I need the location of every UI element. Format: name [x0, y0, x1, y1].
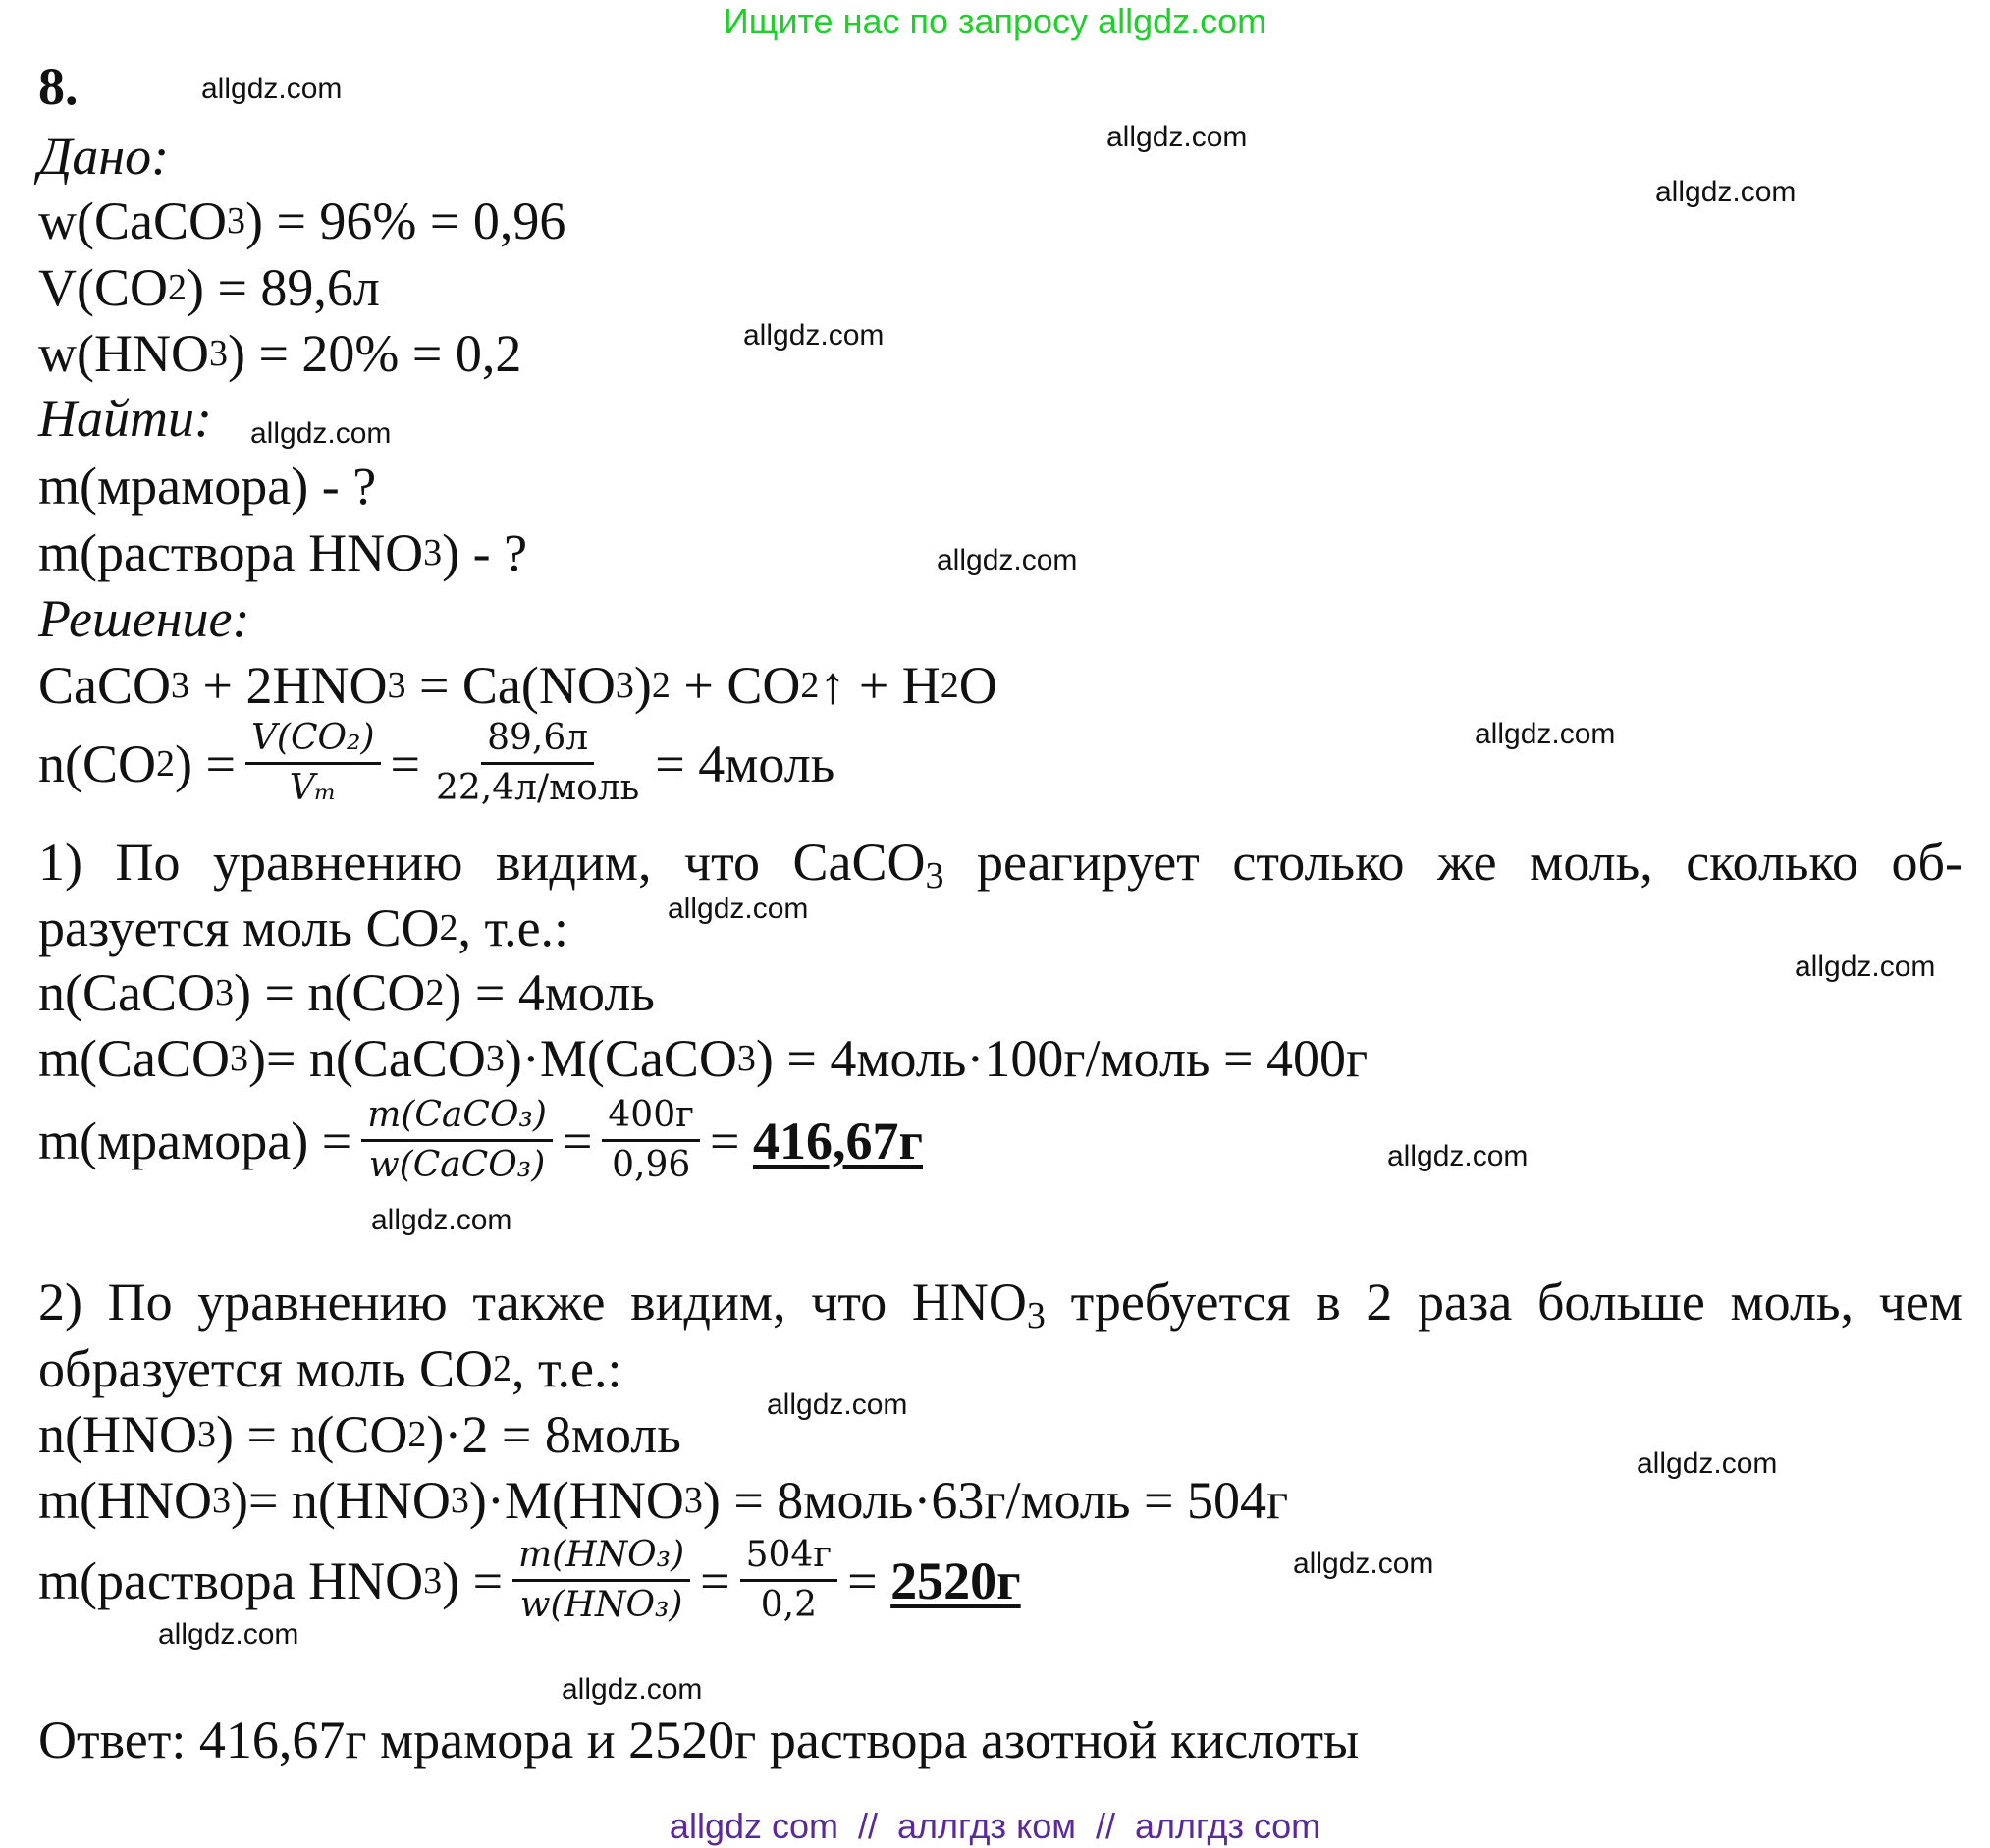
- watermark-text: allgdz.com: [1293, 1548, 1434, 1580]
- text-segment: 1) По уравнению видим, что CaCO: [38, 833, 926, 892]
- text-segment: =: [390, 734, 420, 793]
- text-segment: разуется моль CO: [38, 898, 440, 957]
- text-segment: ): [633, 656, 652, 715]
- watermark-text: allgdz.com: [158, 1618, 299, 1651]
- watermark-text: allgdz.com: [371, 1204, 512, 1236]
- text-line: m(CaCO 3 )= n(CaCO 3 )·M(CaCO 3 ) = 4моль·100г/моль = 400г: [38, 1025, 1368, 1092]
- text-line: m(раствора HNO 3 ) - ?: [38, 519, 527, 586]
- search-banner: Ищите нас по запросу allgdz.com: [723, 1, 1267, 41]
- text-line: m(раствора HNO 3 ) = $\frac{\text{m(HNO₃)}}{\text{w(HNO₃)}}$ = $\frac{504г}{0,2}$ = 2520г: [38, 1532, 1021, 1629]
- text-segment: ) = n(CO: [215, 1405, 408, 1464]
- text-segment: ) = 20% = 0,2: [227, 324, 522, 383]
- text-segment: n(HNO: [38, 1405, 197, 1464]
- text-line: w(CaCO 3 ) = 96% = 0,96: [38, 188, 565, 254]
- watermark-text: allgdz.com: [1475, 718, 1616, 750]
- denominator: Vₘ: [289, 768, 337, 808]
- text-segment: V(CO: [38, 258, 168, 317]
- text-line: разуется моль CO 2 , т.е.:: [38, 895, 568, 961]
- text-line: [38, 829, 1963, 896]
- text-segment: Ответ: 416,67г мрамора и 2520г раствора азотной кислоты: [38, 1711, 1360, 1769]
- text-segment: )·M(HNO: [468, 1471, 684, 1530]
- watermark-text: allgdz.com: [1637, 1447, 1778, 1480]
- text-segment: )= n(CaCO: [248, 1029, 486, 1088]
- subscript: 3: [1026, 1295, 1046, 1336]
- text-segment: m(HNO: [38, 1471, 212, 1530]
- text-segment: m(раствора HNO: [38, 523, 424, 582]
- text-segment: )·M(CaCO: [504, 1029, 737, 1088]
- numerator: 504г: [740, 1532, 838, 1582]
- text-segment: 8.: [38, 57, 79, 116]
- answer-value: 416,67г: [752, 1111, 923, 1170]
- fraction: [740, 1532, 838, 1629]
- watermark-text: allgdz.com: [201, 73, 343, 105]
- denominator: 22,4л/моль: [435, 768, 640, 808]
- text-segment: m(мрамора) =: [38, 1111, 352, 1170]
- fraction: [602, 1092, 700, 1189]
- fraction: [245, 715, 381, 812]
- text-line: n(CaCO 3 ) = n(CO 2 ) = 4моль: [38, 959, 655, 1026]
- text-segment: ) = 96% = 0,96: [244, 191, 566, 250]
- denominator: w(HNO₃): [519, 1585, 683, 1625]
- text-segment: =: [847, 1550, 891, 1610]
- watermark-text: allgdz.com: [562, 1673, 703, 1706]
- text-segment: + 2HNO: [189, 656, 388, 715]
- text-segment: n(CaCO: [38, 963, 215, 1022]
- text-segment: ) = 89,6л: [187, 258, 380, 317]
- text-segment: m(CaCO: [38, 1029, 230, 1088]
- text-line: [38, 53, 79, 120]
- fraction: [361, 1092, 553, 1189]
- text-segment: = Ca(NO: [405, 656, 616, 715]
- numerator: m(HNO₃): [512, 1532, 690, 1582]
- text-segment: Дано:: [38, 127, 170, 186]
- text-segment: O: [958, 656, 997, 715]
- text-line: [38, 123, 169, 190]
- text-segment: w(CaCO: [38, 191, 227, 250]
- text-segment: ) - ?: [442, 523, 528, 582]
- text-line: V(CO 2 ) = 89,6л: [38, 254, 380, 321]
- text-segment: 2) По уравнению также видим, что HNO: [38, 1273, 1027, 1332]
- text-line: n(HNO 3 ) = n(CO 2 )·2 = 8моль: [38, 1401, 681, 1468]
- text-segment: ) =: [175, 734, 236, 793]
- text-segment: ) =: [442, 1550, 504, 1610]
- text-segment: )= n(HNO: [230, 1471, 451, 1530]
- denominator: 0,2: [760, 1585, 818, 1625]
- watermark-text: allgdz.com: [1387, 1140, 1529, 1172]
- text-segment: ) = 4моль·100г/моль = 400г: [755, 1029, 1369, 1088]
- text-segment: ) = 8моль·63г/моль = 504г: [702, 1471, 1289, 1530]
- text-line: [38, 385, 212, 452]
- text-line: n(CO 2 ) = $\frac{\text{V(CO₂)}}{\text{Vₘ}}$ = $\frac{89,6л}{\text{22,4л/моль}}$ = 4моль: [38, 715, 834, 812]
- denominator: 0,96: [612, 1145, 691, 1185]
- footer-banner: allgdz com // аллгдз ком // аллгдз com: [669, 1806, 1321, 1846]
- text-segment: w(HNO: [38, 324, 209, 383]
- text-segment: , т.е.:: [457, 898, 569, 957]
- numerator: 89,6л: [481, 715, 594, 765]
- watermark-text: allgdz.com: [1106, 121, 1248, 153]
- text-segment: требуется в 2 раза больше моль, чем: [1045, 1273, 1963, 1332]
- fraction: [512, 1532, 690, 1629]
- text-segment: = 4моль: [655, 734, 835, 793]
- text-segment: =: [709, 1111, 753, 1170]
- text-line: w(HNO 3 ) = 20% = 0,2: [38, 320, 521, 387]
- text-line: [38, 1269, 1963, 1335]
- watermark-text: allgdz.com: [767, 1388, 908, 1421]
- text-segment: ↑ + H: [819, 656, 941, 715]
- numerator: m(CaCO₃): [361, 1092, 553, 1142]
- text-segment: ) = n(CO: [233, 963, 426, 1022]
- watermark-text: allgdz.com: [937, 544, 1078, 576]
- text-segment: образуется моль CO: [38, 1339, 494, 1398]
- text-segment: Решение:: [38, 589, 250, 648]
- text-line: m(HNO 3 )= n(HNO 3 )·M(HNO 3 ) = 8моль·63г/моль = 504г: [38, 1467, 1288, 1534]
- numerator: 400г: [602, 1092, 700, 1142]
- text-segment: n(CO: [38, 734, 156, 793]
- text-line: [38, 1092, 923, 1189]
- text-line: [38, 1707, 1359, 1773]
- text-segment: реагирует столько же моль, сколько об-: [943, 833, 1963, 892]
- numerator: V(CO₂): [245, 715, 381, 765]
- watermark-text: allgdz.com: [250, 417, 392, 450]
- text-segment: Найти:: [38, 389, 212, 448]
- text-segment: ) = 4моль: [444, 963, 655, 1022]
- text-segment: m(мрамора) - ?: [38, 457, 377, 516]
- text-segment: CaCO: [38, 656, 171, 715]
- fraction: [430, 715, 645, 812]
- text-segment: , т.е.:: [511, 1339, 622, 1398]
- subscript: 3: [925, 855, 944, 897]
- text-segment: =: [562, 1111, 593, 1170]
- text-line: CaCO 3 + 2HNO 3 = Ca(NO 3 ) 2 + CO 2 ↑ + H 2 O: [38, 652, 997, 719]
- answer-value: 2520г: [890, 1550, 1021, 1610]
- denominator: w(CaCO₃): [368, 1145, 546, 1185]
- text-segment: =: [700, 1550, 730, 1610]
- text-segment: m(раствора HNO: [38, 1550, 424, 1610]
- watermark-text: allgdz.com: [1655, 176, 1797, 208]
- watermark-text: allgdz.com: [1795, 951, 1936, 983]
- text-line: [38, 453, 376, 519]
- text-line: [38, 585, 249, 652]
- watermark-text: allgdz.com: [668, 893, 809, 925]
- watermark-text: allgdz.com: [743, 319, 885, 352]
- text-segment: )·2 = 8моль: [426, 1405, 681, 1464]
- text-segment: + CO: [670, 656, 801, 715]
- text-line: образуется моль CO 2 , т.е.:: [38, 1335, 622, 1402]
